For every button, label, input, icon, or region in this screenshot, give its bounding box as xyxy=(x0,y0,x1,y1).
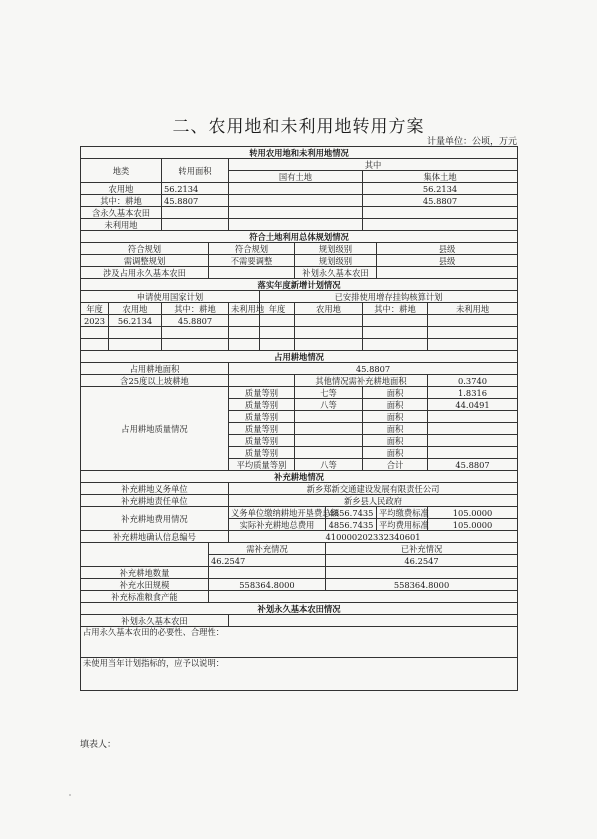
table-row xyxy=(81,219,518,231)
table-row xyxy=(81,195,518,207)
duty-unit-label: 补充耕地义务单位 xyxy=(81,483,229,495)
cell xyxy=(363,315,428,327)
col-unused: 未利用地 xyxy=(428,303,518,315)
cell xyxy=(109,339,162,351)
slope-label: 含25度以上坡耕地 xyxy=(81,375,229,387)
col-unused: 未利用地 xyxy=(229,303,260,315)
area-label: 面积 xyxy=(363,447,428,459)
cell-area xyxy=(162,219,229,231)
cell xyxy=(295,339,363,351)
measurement-unit: 计量单位：公顷，万元 xyxy=(426,137,517,147)
area-value xyxy=(428,423,518,435)
cell-label: 规划级别 xyxy=(295,255,377,267)
resp-unit-value: 新乡县人民政府 xyxy=(229,495,518,507)
grade-label: 质量等别 xyxy=(229,387,295,399)
paddy-need xyxy=(209,567,326,579)
supp-basic-value xyxy=(229,615,518,627)
col-cultivated: 其中：耕地 xyxy=(363,303,428,315)
cell-area xyxy=(162,207,229,219)
cell-area: 45.8807 xyxy=(162,195,229,207)
qty-label: 补充耕地数量 xyxy=(81,567,209,579)
col-farmland: 农用地 xyxy=(295,303,363,315)
grade-value xyxy=(295,411,363,423)
avg-grade-value: 八等 xyxy=(295,459,363,471)
col-cultivated: 其中：耕地 xyxy=(162,303,229,315)
cell-value: 县级 xyxy=(377,255,518,267)
blank-corner xyxy=(81,543,209,567)
table-row xyxy=(81,255,518,267)
cell-state xyxy=(229,219,363,231)
col-land-type: 地类 xyxy=(81,159,162,183)
necessity-note: 占用永久基本农田的必要性、合理性： xyxy=(81,627,518,658)
grade-label: 质量等别 xyxy=(229,411,295,423)
cell xyxy=(229,327,260,339)
table-row xyxy=(81,207,518,219)
fee-item-value: 4856.7435 xyxy=(326,507,377,519)
table-row xyxy=(81,315,518,327)
grade-label: 质量等别 xyxy=(229,435,295,447)
cell-value xyxy=(209,267,295,279)
table-row xyxy=(81,267,518,279)
cell xyxy=(363,339,428,351)
cell-label: 涉及占用永久基本农田 xyxy=(81,267,209,279)
cell-label: 规划级别 xyxy=(295,243,377,255)
qty-done: 46.2547 xyxy=(326,555,518,567)
col-conversion-area: 转用面积 xyxy=(162,159,229,183)
col-farmland: 农用地 xyxy=(109,303,162,315)
cell xyxy=(428,327,518,339)
section-occupied-header: 占用耕地情况 xyxy=(81,351,518,363)
cell xyxy=(363,327,428,339)
col-of-which: 其中 xyxy=(229,159,518,171)
cell xyxy=(162,327,229,339)
area-label: 面积 xyxy=(363,411,428,423)
grade-label: 质量等别 xyxy=(229,399,295,411)
cell-collective: 56.2134 xyxy=(363,183,518,195)
cell xyxy=(81,327,109,339)
other-supplement-label: 其他情况需补充耕地面积 xyxy=(295,375,428,387)
grain-spacer xyxy=(209,591,518,603)
cell xyxy=(260,339,295,351)
area-label: 面积 xyxy=(363,399,428,411)
page-title: 二、农用地和未利用地转用方案 xyxy=(172,117,425,137)
area-label: 面积 xyxy=(363,387,428,399)
confirm-no-value: 410000202332340601 xyxy=(229,531,518,543)
form-filler-label: 填表人： xyxy=(80,740,117,750)
cell xyxy=(81,339,109,351)
row-label: 其中：耕地 xyxy=(81,195,162,207)
row-label: 含永久基本农田 xyxy=(81,207,162,219)
supp-basic-label: 补划永久基本农田 xyxy=(81,615,229,627)
grain-done: 558364.8000 xyxy=(326,579,518,591)
cell-label: 符合规划 xyxy=(81,243,209,255)
cell xyxy=(260,315,295,327)
area-value xyxy=(428,435,518,447)
table-row xyxy=(81,183,518,195)
table-row xyxy=(81,339,518,351)
cell xyxy=(229,339,260,351)
grade-value xyxy=(295,447,363,459)
cell-label: 需调整规划 xyxy=(81,255,209,267)
grade-label: 质量等别 xyxy=(229,423,295,435)
area-label: 面积 xyxy=(363,435,428,447)
quality-label: 占用耕地质量情况 xyxy=(81,387,229,471)
cell-value: 不需要调整 xyxy=(209,255,295,267)
cell-value: 县级 xyxy=(377,243,518,255)
other-supplement-value: 0.3740 xyxy=(428,375,518,387)
occupied-area-value: 45.8807 xyxy=(229,363,518,375)
cell-value xyxy=(377,267,518,279)
cell-collective xyxy=(363,219,518,231)
done-label: 已补充情况 xyxy=(326,543,518,555)
section-conversion-header: 转用农用地和未利用地情况 xyxy=(81,147,518,159)
fee-label: 补充耕地费用情况 xyxy=(81,507,229,531)
cell xyxy=(295,315,363,327)
col-linked-plan: 已安排使用增存挂钩核算计划 xyxy=(260,291,518,303)
fee-item-label: 义务单位缴纳耕地开垦费总额 xyxy=(229,507,326,519)
total-label: 合计 xyxy=(363,459,428,471)
cell xyxy=(260,327,295,339)
grain-need: 558364.8000 xyxy=(209,579,326,591)
section-supplement-header: 补充耕地情况 xyxy=(81,471,518,483)
fee-std-label: 平均费用标准 xyxy=(377,519,428,531)
area-value: 1.8316 xyxy=(428,387,518,399)
fee-item-label: 实际补充耕地总费用 xyxy=(229,519,326,531)
cell xyxy=(109,327,162,339)
cell: 56.2134 xyxy=(109,315,162,327)
area-value xyxy=(428,447,518,459)
fee-std-label: 平均缴费标准 xyxy=(377,507,428,519)
cell-state xyxy=(229,183,363,195)
avg-grade-label: 平均质量等别 xyxy=(229,459,295,471)
unused-plan-note: 未使用当年计划指标的，应予以说明： xyxy=(81,658,518,691)
scan-speck xyxy=(69,794,71,796)
cell xyxy=(229,315,260,327)
table-row xyxy=(81,243,518,255)
duty-unit-value: 新乡郑新交通建设发展有限责任公司 xyxy=(229,483,518,495)
grade-label: 质量等别 xyxy=(229,447,295,459)
cell xyxy=(428,339,518,351)
resp-unit-label: 补充耕地责任单位 xyxy=(81,495,229,507)
col-collective-land: 集体土地 xyxy=(363,171,518,183)
cell xyxy=(428,315,518,327)
cell-collective: 45.8807 xyxy=(363,195,518,207)
qty-need: 46.2547 xyxy=(209,555,326,567)
area-label: 面积 xyxy=(363,423,428,435)
slope-value xyxy=(229,375,295,387)
grade-value xyxy=(295,423,363,435)
occupied-area-label: 占用耕地面积 xyxy=(81,363,229,375)
need-label: 需补充情况 xyxy=(209,543,326,555)
area-value: 44.0491 xyxy=(428,399,518,411)
cell-value: 符合规划 xyxy=(209,243,295,255)
col-national-plan: 申请使用国家计划 xyxy=(81,291,260,303)
col-year: 年度 xyxy=(260,303,295,315)
section-annual-plan-header: 落实年度新增计划情况 xyxy=(81,279,518,291)
col-year: 年度 xyxy=(81,303,109,315)
cell: 45.8807 xyxy=(162,315,229,327)
fee-item-value: 4856.7435 xyxy=(326,519,377,531)
conversion-plan-table xyxy=(80,146,518,691)
cell-label: 补划永久基本农田 xyxy=(295,267,377,279)
table-header-row xyxy=(81,303,518,315)
cell-collective xyxy=(363,207,518,219)
fee-std-value: 105.0000 xyxy=(428,519,518,531)
grade-value xyxy=(295,435,363,447)
area-value xyxy=(428,411,518,423)
paddy-label: 补充水田规模 xyxy=(81,579,209,591)
col-state-land: 国有土地 xyxy=(229,171,363,183)
total-value: 45.8807 xyxy=(428,459,518,471)
fee-std-value: 105.0000 xyxy=(428,507,518,519)
grade-value: 八等 xyxy=(295,399,363,411)
grade-value: 七等 xyxy=(295,387,363,399)
paddy-done xyxy=(326,567,518,579)
row-label: 未利用地 xyxy=(81,219,162,231)
cell-state xyxy=(229,207,363,219)
cell xyxy=(162,339,229,351)
confirm-no-label: 补充耕地确认信息编号 xyxy=(81,531,229,543)
grain-label: 补充标准粮食产能 xyxy=(81,591,209,603)
cell-area: 56.2134 xyxy=(162,183,229,195)
table-row xyxy=(81,327,518,339)
cell-state xyxy=(229,195,363,207)
row-label: 农用地 xyxy=(81,183,162,195)
section-planning-header: 符合土地利用总体规划情况 xyxy=(81,231,518,243)
cell: 2023 xyxy=(81,315,109,327)
cell xyxy=(295,327,363,339)
section-basic-farmland-header: 补划永久基本农田情况 xyxy=(81,603,518,615)
